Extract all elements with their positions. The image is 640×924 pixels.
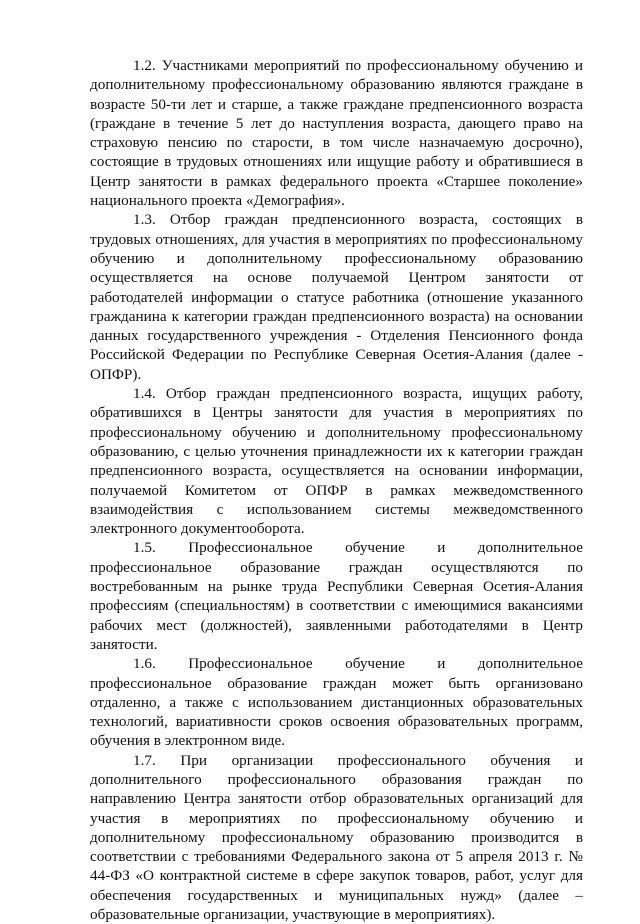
document-page <box>90 56 583 924</box>
paragraph-1-5: 1.5. Профессиональное обучение и дополнительное профессиональное образование граждан осуществляются по востребованным на рынке труда Республики Северная Осетия-Алания профессиям (специальностям) в соответствии с имеющимися вакансиями рабочих мест (должностей), заявленными работодателями в Центр занятости. <box>90 539 583 653</box>
paragraph-1-4: 1.4. Отбор граждан предпенсионного возраста, ищущих работу, обратившихся в Центры занятости для участия в мероприятиях по профессиональному обучению и дополнительному профессиональному образованию, с целью уточнения принадлежности их к категории граждан предпенсионного возраста, осуществляется на основании информации, получаемой Комитетом от ОПФР в рамках межведомственного взаимодействия с использованием системы межведомственного электронного документооборота. <box>90 385 583 538</box>
paragraph-1-2: 1.2. Участниками мероприятий по профессиональному обучению и дополнительному профессиональному образованию являются граждане в возрасте 50-ти лет и старше, а также граждане предпенсионного возраста (граждане в течение 5 лет до наступления возраста, дающего право на страховую пенсию по старости, в том числе назначаемую досрочно), состоящие в трудовых отношениях или ищущие работу и обратившиеся в Центр занятости в рамках федерального проекта «Старшее поколение» национального проекта «Демография». <box>90 57 583 210</box>
paragraph-1-3: 1.3. Отбор граждан предпенсионного возраста, состоящих в трудовых отношениях, для участия в мероприятиях по профессиональному обучению и дополнительному профессиональному образованию осуществляется на основе получаемой Центром занятости от работодателей информации о статусе работника (отношение указанного гражданина к категории граждан предпенсионного возраста) на основании данных государственного учреждения - Отделения Пенсионного фонда Российской Федерации по Республике Северная Осетия-Алания (далее - ОПФР). <box>90 211 583 383</box>
paragraph-1-7: 1.7. При организации профессионального обучения и дополнительного профессионального образования граждан по направлению Центра занятости отбор образовательных организаций для участия в мероприятиях по профессиональному обучению и дополнительному профессиональному образованию производится в соответствии с требованиями Федерального закона от 5 апреля 2013 г. № 44-ФЗ «О контрактной системе в сфере закупок товаров, работ, услуг для обеспечения государственных и муниципальных нужд» (далее – образовательные организации, участвующие в мероприятиях). <box>90 751 583 924</box>
paragraph-1-6: 1.6. Профессиональное обучение и дополнительное профессиональное образование граждан может быть организовано отдаленно, а также с использованием дистанционных образовательных технологий, вариативности сроков освоения образовательных программ, обучения в электронном виде. <box>90 655 583 750</box>
